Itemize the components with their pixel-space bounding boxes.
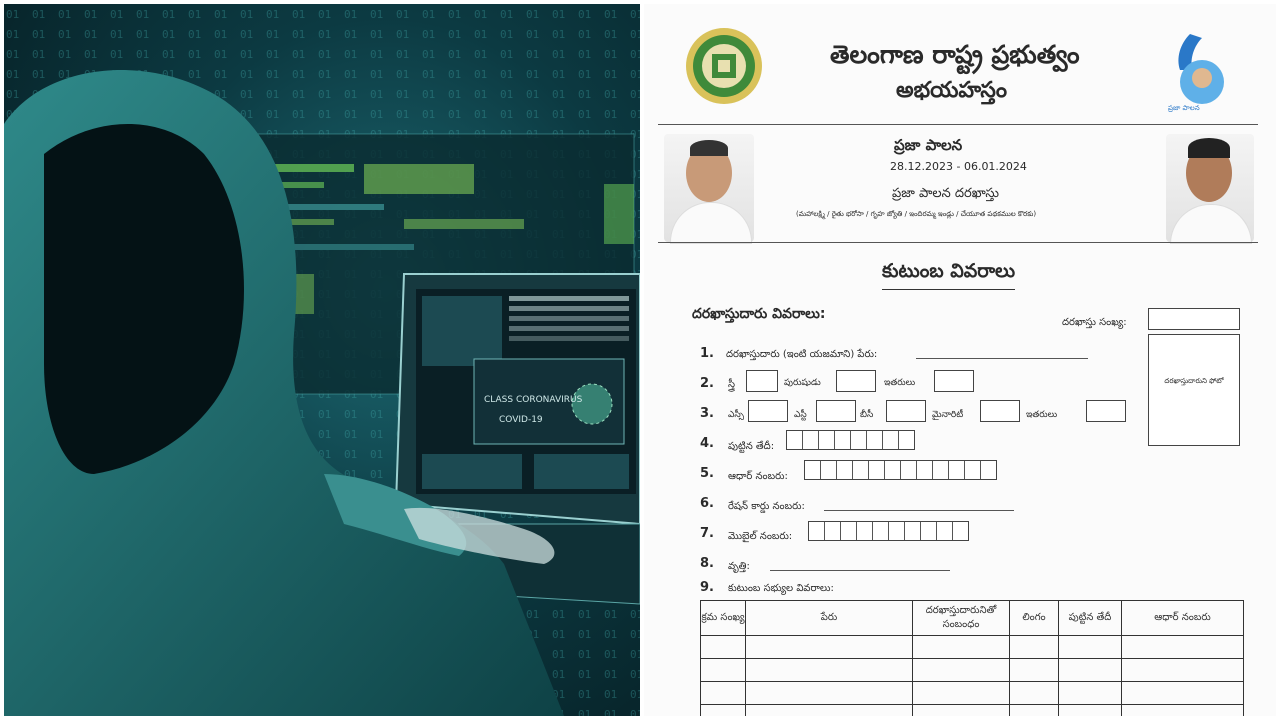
applicant-name-field[interactable] bbox=[916, 358, 1088, 359]
field-5-label: ఆధార్ నంబరు: bbox=[728, 471, 788, 482]
caste-sc-checkbox[interactable] bbox=[748, 400, 788, 422]
mobile-number-field[interactable] bbox=[808, 521, 969, 541]
laptop-screen-text-1: CLASS CORONAVIRUS bbox=[484, 395, 583, 405]
occupation-field[interactable] bbox=[770, 570, 950, 571]
caste-bc-label: బీసీ bbox=[860, 410, 874, 420]
field-1-label: దరఖాస్తుదారు (ఇంటి యజమాని) పేరు: bbox=[726, 349, 878, 360]
application-number-label: దరఖాస్తు సంఖ్య: bbox=[1062, 317, 1127, 328]
field-2-number: 2. bbox=[700, 376, 714, 391]
gender-male-label: పురుషుడు bbox=[784, 378, 821, 388]
banner-divider bbox=[658, 242, 1258, 243]
application-title: ప్రజా పాలన దరఖాస్తు bbox=[892, 186, 999, 201]
application-form bbox=[644, 4, 1276, 716]
gender-male-checkbox[interactable] bbox=[836, 370, 876, 392]
table-row bbox=[701, 636, 1244, 659]
right-portrait bbox=[1166, 134, 1254, 242]
table-row bbox=[701, 682, 1244, 705]
telangana-emblem-icon bbox=[684, 26, 764, 106]
table-header-row bbox=[701, 601, 1244, 636]
ration-card-field[interactable] bbox=[824, 510, 1014, 511]
field-8-number: 8. bbox=[700, 556, 714, 571]
field-4-label: పుట్టిన తేదీ: bbox=[728, 441, 775, 452]
caste-st-checkbox[interactable] bbox=[816, 400, 856, 422]
header-name: పేరు bbox=[746, 601, 913, 636]
header-divider bbox=[658, 124, 1258, 125]
field-5-number: 5. bbox=[700, 466, 714, 481]
schemes-note: (మహాలక్ష్మి / రైతు భరోసా / గృహ జ్యోతి / ఇందిరమ్మ ఇండ్లు / చేయూత పథకముల కొరకు) bbox=[796, 210, 1037, 218]
table-row bbox=[701, 659, 1244, 682]
left-portrait bbox=[664, 134, 754, 242]
right-logo-text: ప్రజా పాలన bbox=[1168, 104, 1200, 112]
section-title: కుటుంబ వివరాలు bbox=[882, 260, 1015, 290]
caste-other-checkbox[interactable] bbox=[1086, 400, 1126, 422]
header-dob: పుట్టిన తేదీ bbox=[1059, 601, 1122, 636]
caste-st-label: ఎస్టీ bbox=[794, 410, 807, 420]
gender-other-checkbox[interactable] bbox=[934, 370, 974, 392]
field-7-number: 7. bbox=[700, 526, 714, 541]
header-gender: లింగం bbox=[1010, 601, 1059, 636]
field-6-number: 6. bbox=[700, 496, 714, 511]
header-relation: దరఖాస్తుదారునితో సంబంధం bbox=[913, 601, 1010, 636]
caste-bc-checkbox[interactable] bbox=[886, 400, 926, 422]
applicant-details-label: దరఖాస్తుదారు వివరాలు: bbox=[692, 306, 826, 322]
field-4-number: 4. bbox=[700, 436, 714, 451]
hacker-illustration bbox=[4, 4, 640, 716]
header-aadhaar: ఆధార్ నంబరు bbox=[1122, 601, 1244, 636]
laptop-screen-text-2: COVID-19 bbox=[499, 415, 543, 425]
scheme-title: అభయహస్తం bbox=[896, 78, 1008, 103]
program-title: ప్రజా పాలన bbox=[894, 136, 963, 154]
caste-other-label: ఇతరులు bbox=[1026, 410, 1058, 420]
gender-female-label: స్త్రీ bbox=[728, 379, 736, 390]
program-dates: 28.12.2023 - 06.01.2024 bbox=[890, 160, 1027, 173]
caste-minority-checkbox[interactable] bbox=[980, 400, 1020, 422]
photo-box-label: దరఖాస్తుదారుని ఫోటో bbox=[1164, 377, 1224, 385]
table-row bbox=[701, 705, 1244, 717]
field-9-number: 9. bbox=[700, 580, 714, 595]
caste-sc-label: ఎస్సీ bbox=[728, 410, 744, 420]
header-serial: క్రమ సంఖ్య bbox=[701, 601, 746, 636]
aadhaar-number-field[interactable] bbox=[804, 460, 997, 480]
field-3-number: 3. bbox=[700, 406, 714, 421]
field-6-label: రేషన్ కార్డు నంబరు: bbox=[728, 501, 805, 512]
govt-title: తెలంగాణ రాష్ట్ర ప్రభుత్వం bbox=[830, 40, 1080, 69]
photo-box[interactable] bbox=[1148, 334, 1240, 446]
family-members-table bbox=[700, 600, 1244, 716]
gender-female-checkbox[interactable] bbox=[746, 370, 778, 392]
field-9-label: కుటుంబ సభ్యుల వివరాలు: bbox=[728, 583, 834, 594]
application-number-field[interactable] bbox=[1148, 308, 1240, 330]
gender-other-label: ఇతరులు bbox=[884, 378, 916, 388]
caste-minority-label: మైనారిటీ bbox=[932, 410, 964, 420]
date-of-birth-field[interactable] bbox=[786, 430, 915, 450]
field-7-label: మొబైల్ నంబరు: bbox=[728, 531, 793, 542]
hacker-photo bbox=[4, 4, 640, 716]
field-1-number: 1. bbox=[700, 346, 714, 361]
field-8-label: వృత్తి: bbox=[728, 561, 750, 572]
